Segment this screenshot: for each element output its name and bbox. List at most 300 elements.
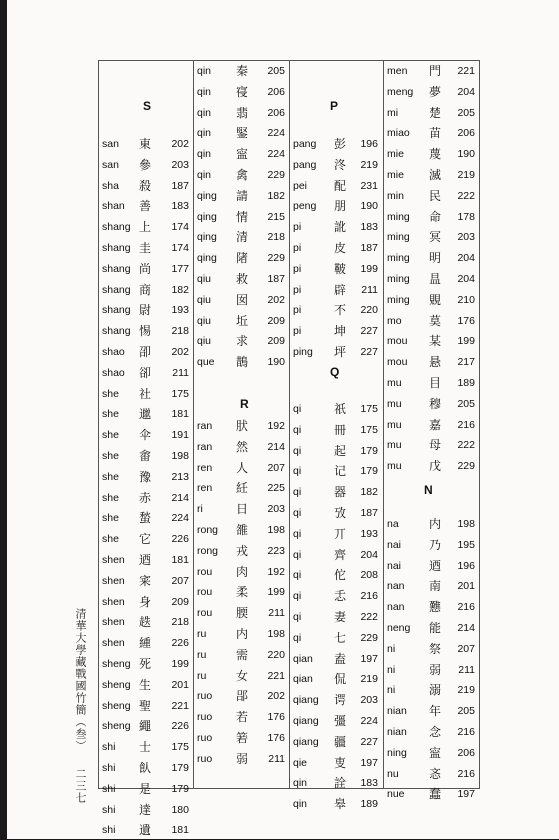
- index-entry: [384, 331, 479, 351]
- character: 丌: [334, 526, 347, 541]
- index-entry: [290, 461, 383, 481]
- character: 緟: [139, 636, 152, 651]
- character: 詮: [334, 776, 347, 791]
- character: 情: [236, 209, 249, 224]
- character: 夢: [429, 84, 442, 99]
- page-reference: 199: [171, 658, 189, 670]
- page-reference: 216: [457, 767, 475, 780]
- page-reference: 197: [360, 756, 378, 769]
- pinyin-reading: she: [102, 512, 119, 525]
- page-reference: 216: [360, 590, 378, 603]
- character: 乃: [429, 537, 442, 552]
- page-reference: 205: [457, 705, 475, 718]
- book-title: 清華大學藏戰國竹簡（叁）: [74, 608, 87, 752]
- index-entry: [290, 586, 383, 606]
- character: 達: [139, 802, 152, 817]
- character: 禽: [236, 168, 249, 182]
- page-reference: 177: [171, 262, 189, 275]
- pinyin-reading: qiang: [293, 694, 319, 707]
- pinyin-reading: mou: [387, 335, 408, 348]
- index-entry: [99, 550, 193, 570]
- index-entry: [290, 176, 383, 196]
- pinyin-reading: shen: [102, 616, 125, 629]
- pinyin-reading: qi: [293, 444, 302, 457]
- pinyin-reading: shen: [102, 595, 125, 608]
- index-entry: [99, 259, 193, 279]
- pinyin-reading: mu: [387, 418, 402, 431]
- index-entry: [194, 331, 289, 351]
- page-reference: 182: [267, 189, 285, 202]
- pinyin-reading: que: [197, 356, 215, 369]
- character: 宷: [139, 573, 152, 588]
- index-entry: [290, 399, 383, 419]
- page-reference: 222: [360, 611, 378, 623]
- page-reference: 201: [457, 580, 475, 593]
- page-reference: 202: [267, 293, 285, 306]
- page-reference: 219: [360, 673, 378, 686]
- page-reference: 211: [268, 752, 285, 765]
- pinyin-reading: qin: [197, 65, 212, 77]
- pinyin-reading: peng: [293, 200, 317, 213]
- pinyin-reading: ni: [387, 642, 396, 655]
- index-entry: [194, 499, 289, 519]
- character: 坪: [334, 345, 347, 359]
- pinyin-reading: shi: [102, 803, 116, 816]
- character: 溺: [429, 683, 442, 698]
- character: 肉: [236, 564, 249, 579]
- page-reference: 209: [267, 314, 285, 327]
- pinyin-reading: ruo: [197, 752, 213, 765]
- character: 鵲: [236, 355, 249, 370]
- character: 滅: [429, 168, 442, 182]
- index-column-m-n: [384, 61, 479, 802]
- pinyin-reading: qin: [293, 777, 308, 790]
- pinyin-reading: she: [102, 533, 119, 546]
- character: 身: [139, 594, 152, 609]
- index-entry: [384, 290, 479, 310]
- character: 内: [236, 627, 249, 641]
- index-entry: [99, 321, 193, 341]
- page-reference: 216: [457, 418, 475, 431]
- page-reference: 203: [457, 231, 475, 244]
- index-entry: [290, 300, 383, 320]
- pinyin-reading: mu: [387, 397, 402, 410]
- pinyin-reading: shao: [102, 366, 125, 379]
- character: 肰: [236, 419, 249, 433]
- page-reference: 175: [171, 387, 189, 400]
- page-reference: 204: [457, 85, 475, 98]
- pinyin-reading: ni: [387, 663, 396, 676]
- pinyin-reading: shan: [102, 200, 125, 213]
- pinyin-reading: ru: [197, 628, 207, 640]
- index-entry: [384, 597, 479, 617]
- side-caption: [70, 608, 88, 804]
- pinyin-reading: she: [102, 470, 119, 483]
- page-reference: 187: [171, 179, 189, 192]
- page-reference: 198: [171, 450, 189, 462]
- character: 寑: [236, 84, 249, 99]
- index-entry: [99, 280, 193, 300]
- character: 畬: [139, 449, 152, 463]
- page-reference: 229: [267, 169, 285, 181]
- index-entry: [384, 186, 479, 206]
- pinyin-reading: qiang: [293, 715, 319, 727]
- page-reference: 204: [360, 548, 378, 561]
- page-reference: 218: [171, 325, 189, 338]
- index-entry: [290, 711, 383, 731]
- character: 南: [429, 579, 442, 594]
- pinyin-reading: mi: [387, 106, 399, 119]
- index-entry: [194, 416, 289, 436]
- pinyin-reading: ming: [387, 231, 410, 244]
- page-reference: 206: [457, 746, 475, 759]
- pinyin-reading: shang: [102, 242, 131, 254]
- page-reference: 179: [360, 444, 378, 457]
- page-reference: 219: [457, 169, 475, 181]
- page-reference: 226: [171, 533, 189, 546]
- page-reference: 226: [171, 720, 189, 733]
- index-entry: [290, 545, 383, 565]
- character: 盍: [334, 651, 347, 666]
- index-entry: [290, 321, 383, 341]
- pinyin-reading: nu: [387, 767, 399, 780]
- page-reference: 224: [267, 127, 285, 140]
- page-reference: 214: [267, 440, 285, 453]
- character: 命: [429, 209, 442, 224]
- index-entry: [290, 280, 383, 300]
- index-entry: [384, 435, 479, 455]
- page-reference: 175: [360, 423, 378, 436]
- character: 遺: [139, 823, 152, 838]
- page-reference: 198: [267, 524, 285, 536]
- pinyin-reading: ran: [197, 440, 213, 453]
- character: 佗: [334, 568, 347, 583]
- index-entry: [384, 639, 479, 659]
- character: 寍: [429, 745, 442, 760]
- page-reference: 214: [171, 491, 189, 504]
- page-reference: 203: [360, 694, 378, 707]
- character: 皮: [334, 241, 347, 255]
- pinyin-reading: qiu: [197, 273, 212, 285]
- index-entry: [290, 503, 383, 523]
- pinyin-reading: rou: [197, 565, 213, 578]
- pinyin-reading: qi: [293, 507, 302, 519]
- index-entry: [290, 238, 383, 258]
- index-entry: [99, 363, 193, 383]
- character: 請: [236, 188, 249, 203]
- index-entry: [290, 690, 383, 710]
- page-reference: 226: [171, 637, 189, 650]
- page-reference: 174: [171, 221, 189, 234]
- character: 鞁: [334, 261, 347, 276]
- pinyin-reading: meng: [387, 85, 414, 98]
- page-reference: 176: [267, 711, 285, 724]
- index-entry: [99, 758, 193, 778]
- character: 明: [429, 251, 442, 266]
- pinyin-reading: mo: [387, 314, 402, 327]
- pinyin-reading: sheng: [102, 658, 131, 670]
- page-reference: 202: [267, 690, 285, 703]
- index-entry: [99, 342, 193, 362]
- character: 疆: [334, 734, 347, 749]
- page-reference: 220: [267, 648, 285, 661]
- page-reference: 219: [457, 684, 475, 697]
- pinyin-reading: pi: [293, 242, 302, 254]
- page-reference: 199: [267, 586, 285, 599]
- pinyin-reading: mie: [387, 169, 404, 181]
- pinyin-reading: shi: [102, 762, 116, 774]
- index-entry: [194, 749, 289, 769]
- character: 善: [139, 199, 152, 214]
- pinyin-reading: pi: [293, 262, 302, 275]
- pinyin-reading: pi: [293, 283, 302, 296]
- pinyin-reading: qi: [293, 590, 302, 603]
- pinyin-reading: qiu: [197, 293, 212, 306]
- page-reference: 219: [360, 158, 378, 171]
- pinyin-reading: sheng: [102, 720, 131, 733]
- character: 齊: [334, 547, 347, 562]
- index-entry: [290, 753, 383, 773]
- page-reference: 198: [457, 518, 475, 530]
- page-reference: 187: [360, 242, 378, 254]
- page-reference: 189: [360, 798, 378, 811]
- index-entry: [194, 686, 289, 706]
- page-number: 二三七: [74, 768, 87, 804]
- character: 日: [236, 502, 249, 517]
- pinyin-reading: she: [102, 450, 119, 462]
- pinyin-reading: qiu: [197, 314, 212, 327]
- character: 門: [429, 64, 442, 78]
- pinyin-reading: qi: [293, 423, 302, 436]
- pinyin-reading: shi: [102, 824, 116, 837]
- page-reference: 203: [171, 158, 189, 171]
- index-entry: [194, 437, 289, 457]
- page-reference: 183: [360, 221, 378, 234]
- character: 腝: [236, 606, 249, 621]
- pinyin-reading: ping: [293, 346, 313, 358]
- index-entry: [194, 311, 289, 331]
- page-reference: 224: [267, 148, 285, 161]
- character: 叓: [334, 755, 347, 770]
- section-letter-heading: Q: [330, 365, 340, 379]
- character: 戁: [429, 600, 442, 615]
- pinyin-reading: ming: [387, 252, 410, 265]
- pinyin-reading: mou: [387, 356, 408, 369]
- character: 侃: [334, 672, 347, 687]
- pinyin-reading: shao: [102, 346, 125, 358]
- page-reference: 207: [171, 574, 189, 587]
- page-reference: 205: [457, 106, 475, 119]
- page-reference: 181: [171, 824, 189, 837]
- character: 泈: [334, 157, 347, 172]
- index-entry: [99, 633, 193, 653]
- pinyin-reading: qi: [293, 631, 302, 644]
- page-reference: 187: [360, 507, 378, 519]
- pinyin-reading: ni: [387, 684, 396, 697]
- character: 它: [139, 532, 152, 547]
- page-reference: 204: [457, 273, 475, 285]
- page-reference: 217: [457, 356, 475, 369]
- character: 尉: [139, 303, 152, 318]
- character: 穆: [429, 396, 442, 411]
- character: 郘: [236, 689, 249, 704]
- character: 囡: [236, 292, 249, 307]
- page-reference: 225: [267, 482, 285, 495]
- index-entry: [99, 134, 193, 154]
- page-reference: 222: [457, 189, 475, 202]
- index-entry: [99, 488, 193, 508]
- character: 卲: [139, 345, 152, 359]
- character: 人: [236, 460, 249, 475]
- pinyin-reading: qin: [293, 798, 308, 811]
- pinyin-reading: pi: [293, 304, 302, 317]
- page-reference: 211: [361, 283, 378, 296]
- character: 翡: [236, 105, 249, 120]
- page-reference: 218: [267, 231, 285, 244]
- index-entry: [99, 155, 193, 175]
- page-reference: 191: [171, 429, 189, 442]
- character: 民: [429, 188, 442, 203]
- character: 嘉: [429, 417, 442, 432]
- character: 蔑: [429, 147, 442, 162]
- index-entry: [384, 535, 479, 555]
- index-entry: [384, 82, 479, 102]
- index-entry: [99, 779, 193, 799]
- character: 某: [429, 334, 442, 349]
- character: 若: [236, 710, 249, 725]
- page-reference: 224: [360, 715, 378, 727]
- section-letter-heading: S: [143, 99, 152, 113]
- character: 莫: [429, 313, 442, 328]
- character: 紝: [236, 481, 249, 496]
- index-entry: [384, 701, 479, 721]
- pinyin-reading: san: [102, 158, 119, 171]
- index-entry: [99, 384, 193, 404]
- pinyin-reading: mie: [387, 148, 404, 161]
- character: 坵: [236, 313, 249, 328]
- index-entry: [99, 654, 193, 674]
- index-entry: [194, 227, 289, 247]
- character: 彊: [334, 714, 347, 728]
- index-entry: [99, 592, 193, 612]
- pinyin-reading: miao: [387, 127, 410, 140]
- character: 尚: [139, 261, 152, 276]
- character: 聖: [139, 698, 152, 713]
- pinyin-reading: she: [102, 387, 119, 400]
- character: 生: [139, 677, 152, 692]
- page-reference: 205: [267, 65, 285, 77]
- page-reference: 216: [457, 726, 475, 738]
- index-entry: [384, 576, 479, 596]
- page-reference: 214: [457, 622, 475, 634]
- page-reference: 229: [267, 252, 285, 265]
- index-entry: [384, 415, 479, 435]
- index-entry: [384, 394, 479, 414]
- index-entry: [384, 784, 479, 804]
- character: 東: [139, 137, 152, 151]
- character: 目: [429, 376, 442, 390]
- index-entry: [290, 420, 383, 440]
- pinyin-reading: she: [102, 491, 119, 504]
- index-entry: [99, 696, 193, 716]
- page-reference: 192: [267, 420, 285, 432]
- page-reference: 206: [457, 127, 475, 140]
- index-entry: [290, 441, 383, 461]
- page-reference: 229: [457, 460, 475, 473]
- index-entry: [194, 352, 289, 372]
- index-entry: [384, 207, 479, 227]
- pinyin-reading: men: [387, 65, 408, 77]
- page-reference: 206: [267, 85, 285, 98]
- index-entry: [194, 269, 289, 289]
- character: 救: [236, 272, 249, 286]
- pinyin-reading: qing: [197, 252, 217, 265]
- page-reference: 197: [457, 788, 475, 801]
- pinyin-reading: nan: [387, 601, 405, 614]
- character: 年: [429, 704, 442, 719]
- index-entry: [194, 666, 289, 686]
- character: 豫: [139, 469, 152, 484]
- page-reference: 210: [457, 293, 475, 306]
- index-entry: [384, 556, 479, 576]
- character: 戎: [236, 543, 249, 558]
- character: 惕: [139, 324, 152, 339]
- page-reference: 211: [172, 366, 189, 379]
- pinyin-reading: qi: [293, 569, 302, 582]
- index-entry: [194, 541, 289, 561]
- pinyin-reading: qi: [293, 486, 302, 499]
- index-entry: [99, 238, 193, 258]
- pinyin-reading: qi: [293, 527, 302, 540]
- index-entry: [194, 582, 289, 602]
- character: 柔: [236, 585, 249, 600]
- character: 繩: [139, 719, 152, 734]
- index-entry: [99, 716, 193, 736]
- character: 冊: [334, 422, 347, 437]
- pinyin-reading: pi: [293, 325, 302, 338]
- character: 伞: [139, 428, 152, 443]
- pinyin-reading: qie: [293, 756, 308, 769]
- index-entry: [290, 732, 383, 752]
- index-entry: [194, 165, 289, 185]
- pinyin-reading: pang: [293, 158, 317, 171]
- section-letter-heading: P: [330, 99, 339, 113]
- index-entry: [290, 217, 383, 237]
- page-reference: 199: [360, 262, 378, 275]
- page-reference: 224: [171, 512, 189, 525]
- character: 卻: [139, 365, 152, 380]
- character: 是: [139, 781, 152, 796]
- page-reference: 198: [267, 628, 285, 640]
- pinyin-reading: she: [102, 408, 119, 421]
- page-reference: 175: [360, 403, 378, 415]
- page-reference: 207: [267, 461, 285, 474]
- page-reference: 211: [268, 607, 285, 620]
- character: 鋻: [236, 126, 249, 141]
- pinyin-reading: pi: [293, 221, 302, 234]
- page-reference: 221: [171, 699, 189, 712]
- page-reference: 176: [267, 732, 285, 744]
- pinyin-reading: shang: [102, 304, 131, 317]
- pinyin-reading: mu: [387, 460, 402, 473]
- character: 能: [429, 621, 442, 635]
- character: 祭: [429, 641, 442, 656]
- pinyin-reading: qing: [197, 231, 217, 244]
- pinyin-reading: rong: [197, 544, 219, 557]
- pinyin-reading: ming: [387, 210, 410, 223]
- character: 參: [139, 157, 152, 172]
- pinyin-reading: san: [102, 138, 119, 150]
